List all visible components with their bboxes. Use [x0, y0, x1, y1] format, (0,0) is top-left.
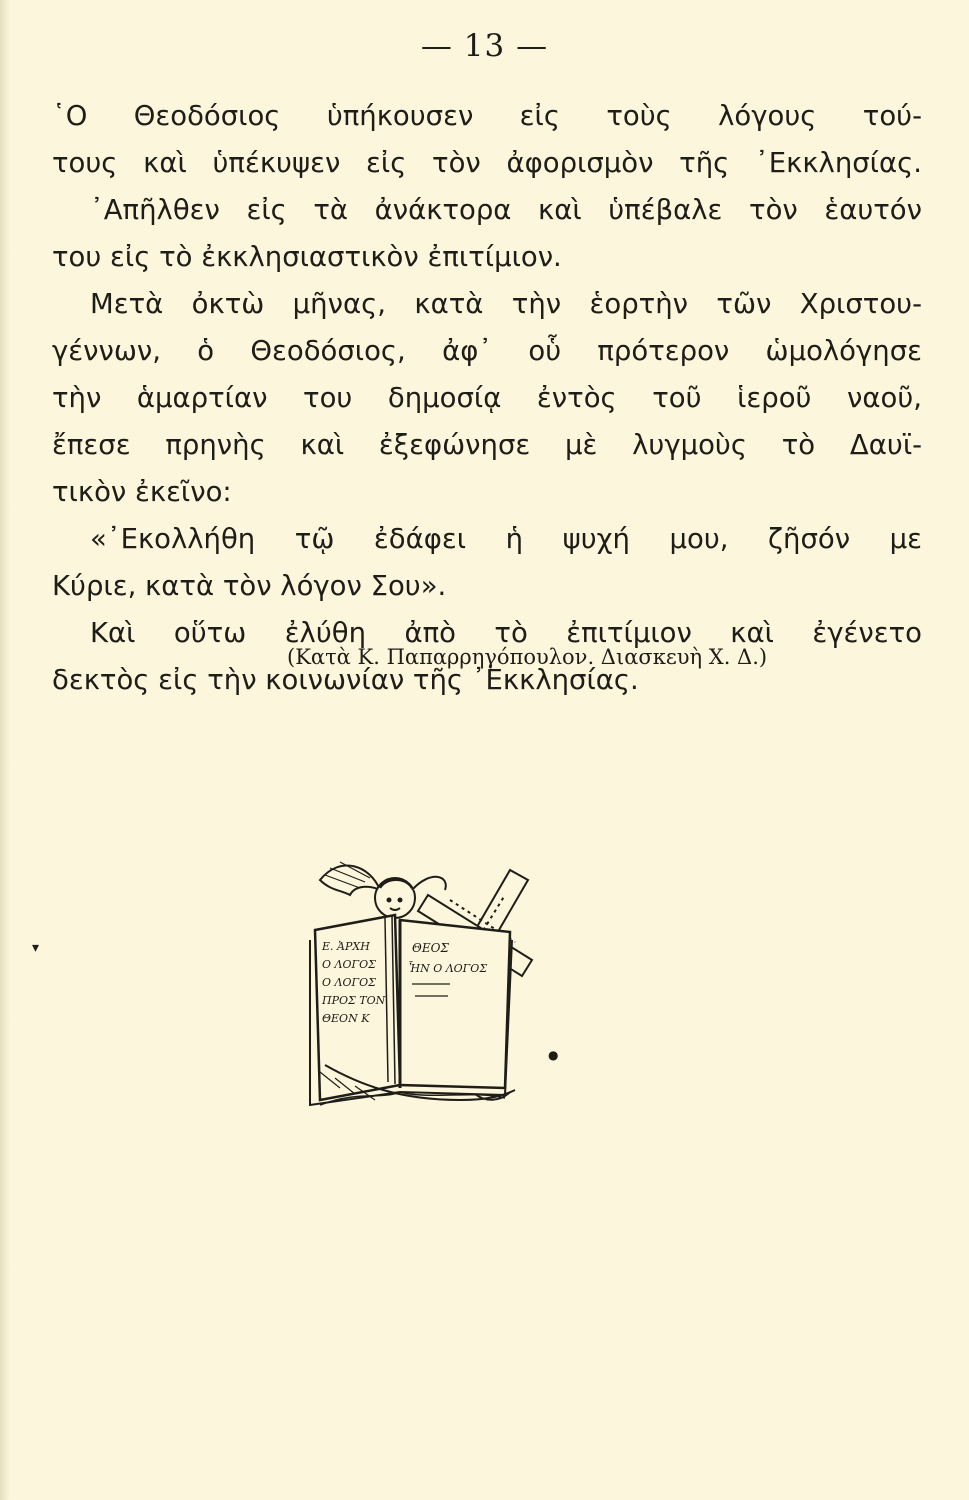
page-number: — 13 — — [420, 28, 549, 64]
book-text: ΘΕΟΝ Κ — [322, 1012, 370, 1025]
text-line: τους καὶ ὑπέκυψεν εἰς τὸν ἀφορισμὸν τῆς ᾿Εκκλησίας. — [52, 147, 922, 179]
text-line: τικὸν ἐκεῖνο: — [52, 476, 232, 508]
book-cross-angel-vignette — [300, 850, 550, 1110]
text-line: ἔπεσε πρηνὴς καὶ ἐξεφώνησε μὲ λυγμοὺς τὸ Δαυϊ- — [52, 429, 922, 461]
book-text: Ο ΛΟΓΟΣ — [322, 958, 376, 971]
text-line: του εἰς τὸ ἐκκλησιαστικὸν ἐπιτίμιον. — [52, 241, 562, 273]
ornament-dot: ● — [548, 1048, 559, 1062]
margin-mark: ▾ — [32, 940, 40, 956]
book-text: Ε. ἈΡΧΗ — [322, 940, 370, 953]
page-edge-shadow — [0, 0, 10, 1500]
text-line: γέννων, ὁ Θεοδόσιος, ἀφ᾿ οὗ πρότερον ὡμολόγησε — [52, 335, 922, 367]
text-line: δεκτὸς εἰς τὴν κοινωνίαν τῆς ᾿Εκκλησίας. — [52, 664, 639, 696]
text-line: τὴν ἁμαρτίαν του δημοσίᾳ ἐντὸς τοῦ ἱεροῦ ναοῦ, — [52, 382, 922, 414]
body-text — [52, 93, 922, 704]
text-line: ῾Ο Θεοδόσιος ὑπήκουσεν εἰς τοὺς λόγους τού- — [52, 100, 922, 132]
book-text: ἮΝ Ο ΛΟΓΟΣ — [408, 962, 488, 975]
book-text: ΠΡΟΣ ΤΟΝ — [322, 994, 386, 1007]
text-line: «᾿Εκολλήθη τῷ ἐδάφει ἡ ψυχή μου, ζῆσόν με — [90, 523, 922, 555]
attribution: (Κατὰ Κ. Παπαρρηγόπουλον. Διασκευὴ Χ. Δ.) — [287, 645, 768, 669]
text-line: ᾿Απῆλθεν εἰς τὰ ἀνάκτορα καὶ ὑπέβαλε τὸν ἑαυτόν — [90, 194, 922, 226]
text-line: Μετὰ ὀκτὼ μῆνας, κατὰ τὴν ἑορτὴν τῶν Χριστου- — [90, 288, 922, 320]
book-text: Ο ΛΟΓΟΣ — [322, 976, 376, 989]
book-text: ΘΕΟΣ — [412, 941, 449, 955]
text-line: Κύριε, κατὰ τὸν λόγον Σου». — [52, 570, 447, 602]
text-line: Καὶ οὕτω ἐλύθη ἀπὸ τὸ ἐπιτίμιον καὶ ἐγένετο — [90, 617, 922, 649]
